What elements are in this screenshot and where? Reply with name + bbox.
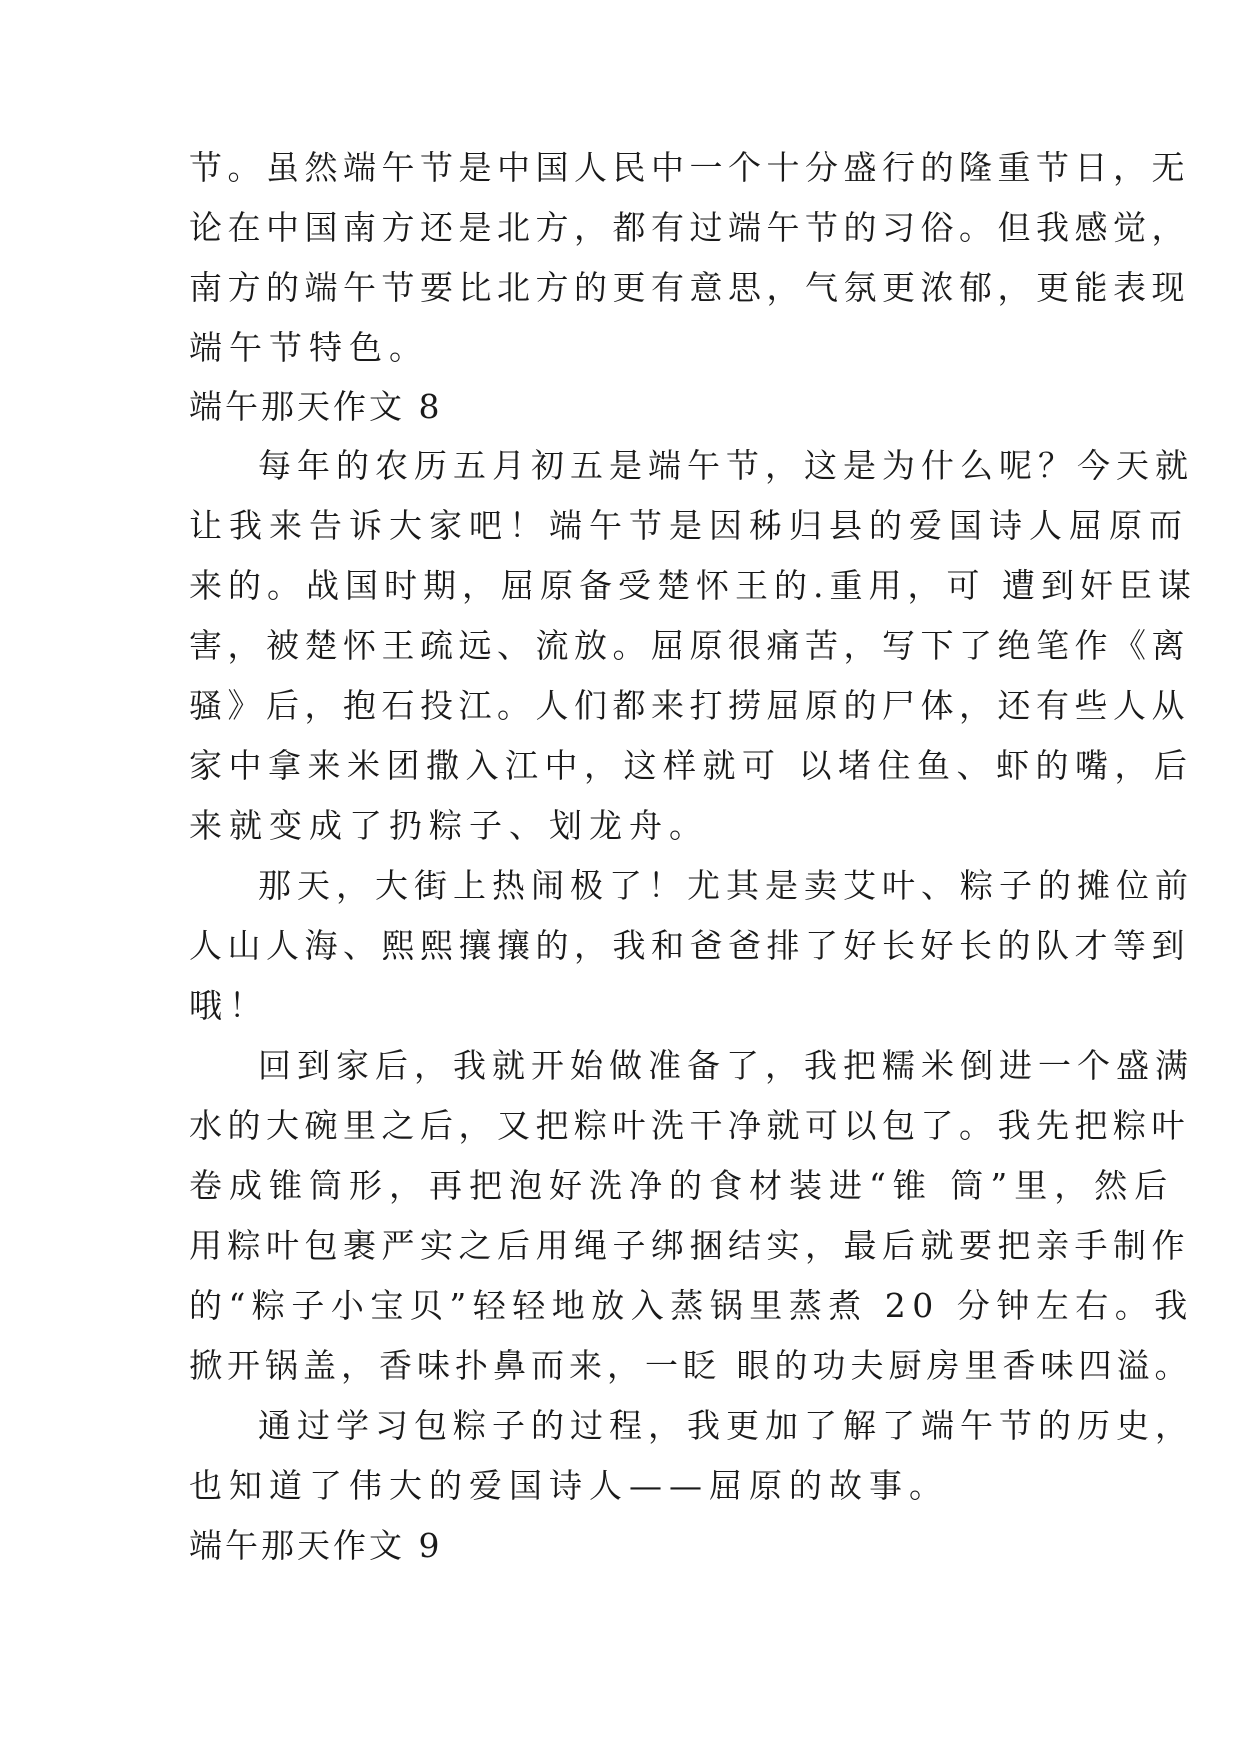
paragraph-line: 回到家后，我就开始做准备了，我把糯米倒进一个盛满 [258, 1046, 1194, 1085]
section-heading-9: 端午那天作文 9 [189, 1526, 443, 1565]
paragraph-line: 来的。战国时期，屈原备受楚怀王的.重用，可 遭到奸臣谋 [189, 566, 1197, 605]
paragraph-line: 的“粽子小宝贝”轻轻地放入蒸锅里蒸煮 20 分钟左右。我 [189, 1286, 1194, 1325]
paragraph-line: 水的大碗里之后，又把粽叶洗干净就可以包了。我先把粽叶 [189, 1106, 1190, 1145]
paragraph-line: 南方的端午节要比北方的更有意思，气氛更浓郁，更能表现 [189, 268, 1190, 307]
paragraph-line: 卷成锥筒形，再把泡好洗净的食材装进“锥 筒”里，然后 [189, 1166, 1175, 1205]
paragraph-line: 通过学习包粽子的过程，我更加了解了端午节的历史， [258, 1406, 1194, 1445]
paragraph-line: 骚》后，抱石投江。人们都来打捞屈原的尸体，还有些人从 [189, 686, 1190, 725]
section-heading-8: 端午那天作文 8 [189, 387, 443, 426]
paragraph-line: 害，被楚怀王疏远、流放。屈原很痛苦，写下了绝笔作《离 [189, 626, 1190, 665]
paragraph-line: 每年的农历五月初五是端午节，这是为什么呢？今天就 [258, 446, 1194, 485]
paragraph-line: 论在中国南方还是北方，都有过端午节的习俗。但我感觉， [189, 208, 1190, 247]
paragraph-line: 用粽叶包裹严实之后用绳子绑捆结实，最后就要把亲手制作 [189, 1226, 1190, 1265]
paragraph-line: 来就变成了扔粽子、划龙舟。 [189, 806, 709, 845]
paragraph-line: 那天，大街上热闹极了！尤其是卖艾叶、粽子的摊位前 [258, 866, 1194, 905]
paragraph-line: 哦！ [189, 986, 269, 1025]
paragraph-line: 掀开锅盖，香味扑鼻而来，一眨 眼的功夫厨房里香味四溢。 [189, 1346, 1193, 1385]
paragraph-line: 家中拿来米团撒入江中，这样就可 以堵住鱼、虾的嘴，后 [189, 746, 1194, 785]
paragraph-line: 人山人海、熙熙攘攘的，我和爸爸排了好长好长的队才等到 [189, 926, 1190, 965]
paragraph-line: 也知道了伟大的爱国诗人——屈原的故事。 [189, 1466, 949, 1505]
paragraph-line: 让我来告诉大家吧！端午节是因秭归县的爱国诗人屈原而 [189, 506, 1189, 545]
paragraph-line: 端午节特色。 [189, 328, 429, 367]
paragraph-line: 节。虽然端午节是中国人民中一个十分盛行的隆重节日，无 [189, 148, 1190, 187]
